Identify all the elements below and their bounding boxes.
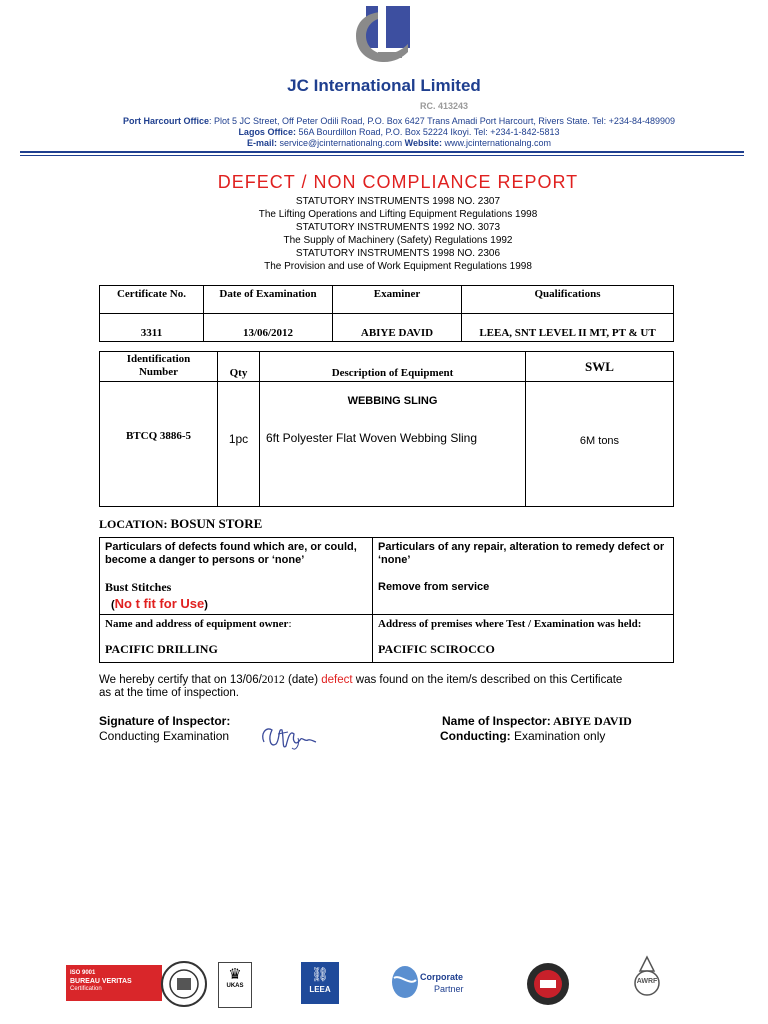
statutory-line: STATUTORY INSTRUMENTS 1998 NO. 2307 [295,196,501,207]
owner-value: PACIFIC DRILLING [105,642,218,656]
owner-cell [100,615,373,663]
crown-icon: ♛ [228,966,242,983]
quantity: 1pc [218,382,260,507]
certify-line-1 [99,674,622,686]
report-title: DEFECT / NON COMPLIANCE REPORT [217,172,579,192]
header-rule [20,151,744,153]
statutory-line: The Provision and use of Work Equipment Regulations 1998 [264,261,532,272]
ph-text: : Plot 5 JC Street, Off Peter Odili Road, P.O. Box 6427 Trans Amadi Port Harcourt, Rivers State. Tel: +234-84-489909 [209,116,675,126]
repair-label: Particulars of any repair, alteration to remedy defect or ‘none’ [378,541,665,566]
inspector-name: ABIYE DAVID [550,714,632,728]
lagos-address [0,127,768,137]
red-seal-icon [526,962,570,1006]
bv-text: BUREAU VERITAS [70,978,132,985]
qualifications: LEEA, SNT LEVEL II MT, PT & UT [462,314,674,342]
registration-number: RC. 413243 [420,101,469,111]
statutory-line: STATUTORY INSTRUMENTS 1992 NO. 3073 [295,222,501,233]
defect-note-open: ( [111,599,115,611]
header-swl: SWL [526,352,674,382]
description-text: 6ft Polyester Flat Woven Webbing Sling [266,431,477,445]
awrf-logo [628,955,666,1007]
owner-colon: : [288,618,292,630]
description-title: WEBBING SLING [347,395,438,407]
repair-value: Remove from service [378,581,490,593]
premises-cell [373,615,674,663]
header-qty: Qty [218,352,260,382]
website-text: www.jcinternationalng.com [442,138,552,148]
description-cell [260,382,526,507]
certify-part1: We hereby certify that on 13/06/ [99,674,262,686]
conducting-line [440,729,605,743]
premises-value: PACIFIC SCIROCCO [378,642,495,656]
date-of-examination: 13/06/2012 [204,314,333,342]
partner-text: Partner [434,984,464,994]
examiner: ABIYE DAVID [333,314,462,342]
equipment-table [99,351,674,507]
iso-bureau-veritas-logo [66,965,162,1001]
chain-icon: ⛓ [311,966,329,982]
corporate-partner-logo [390,960,474,1006]
leea-logo [301,962,339,1004]
statutory-line: The Supply of Machinery (Safety) Regulations 1992 [283,235,513,246]
ukas-logo [218,962,252,1008]
defects-cell [100,538,373,615]
inspector-name-label: Name of Inspector: [442,714,551,728]
header-qualifications: Qualifications [462,286,674,314]
ph-label: Port Harcourt Office [122,116,209,126]
bureau-veritas-seal-icon [160,960,208,1008]
certify-defect-word: defect [321,674,353,686]
contact-line [0,138,768,148]
signature-label: Signature of Inspector: [99,714,231,728]
ukas-text: UKAS [226,983,244,989]
email-label: E-mail: [246,138,277,148]
location-label: LOCATION: [99,517,171,531]
header-description: Description of Equipment [260,352,526,382]
leea-text: LEEA [309,985,331,994]
iso-text: ISO 9001 [70,970,96,976]
awrf-text: AWRF [636,978,658,985]
certificate-no: 3311 [100,314,204,342]
lagos-text: 56A Bourdillon Road, P.O. Box 52224 Ikoyi. Tel: +234-1-842-5813 [295,127,560,137]
awrf-emblem-icon [628,955,666,997]
owner-label-line [105,618,367,630]
defect-note-line [105,596,367,611]
company-logo [350,6,416,68]
header-certificate-no: Certificate No. [100,286,204,314]
premises-label: Address of premises where Test / Examination was held: [378,618,642,630]
certificate-table [99,285,674,342]
conducting-label: Conducting: [440,729,511,743]
header-date-of-examination: Date of Examination [204,286,333,314]
corporate-text: Corporate [420,972,464,982]
swl-value: 6M tons [526,382,674,507]
location-value: BOSUN STORE [170,516,263,531]
cert-text: Certification [70,986,102,992]
certify-line-2: as at the time of inspection. [99,687,239,699]
globe-icon [390,964,420,1000]
defect-value: Bust Stitches [105,580,172,594]
certify-year: 2012 [261,674,285,686]
lagos-label: Lagos Office: [238,127,296,137]
defect-note: No t fit for Use [114,596,205,611]
certify-part2: (date) [284,674,322,686]
conducting-value: Examination only [510,729,606,743]
inspector-name-line [442,714,632,729]
header-identification-number: Identification Number [100,352,218,382]
certify-part3: was found on the item/s described on this Certificate [352,674,623,686]
statutory-line: STATUTORY INSTRUMENTS 1998 NO. 2306 [295,248,501,259]
email-text: service@jcinternationalng.com [276,138,405,148]
defects-label: Particulars of defects found which are, or could, become a danger to persons or ‘none’ [105,541,357,566]
signature-sub: Conducting Examination [99,729,230,743]
inspector-signature [258,720,318,754]
owner-label: Name and address of equipment owner [105,618,289,630]
defect-note-close: ) [204,599,208,611]
port-harcourt-address [0,116,768,126]
repair-cell [373,538,674,615]
company-name: JC International Limited [287,76,481,95]
location [99,516,262,532]
identification-number: BTCQ 3886-5 [100,382,218,507]
header-examiner: Examiner [333,286,462,314]
website-label: Website: [404,138,442,148]
statutory-line: The Lifting Operations and Lifting Equipment Regulations 1998 [258,209,538,220]
defects-table [99,537,674,663]
header-rule-thin [20,155,744,156]
